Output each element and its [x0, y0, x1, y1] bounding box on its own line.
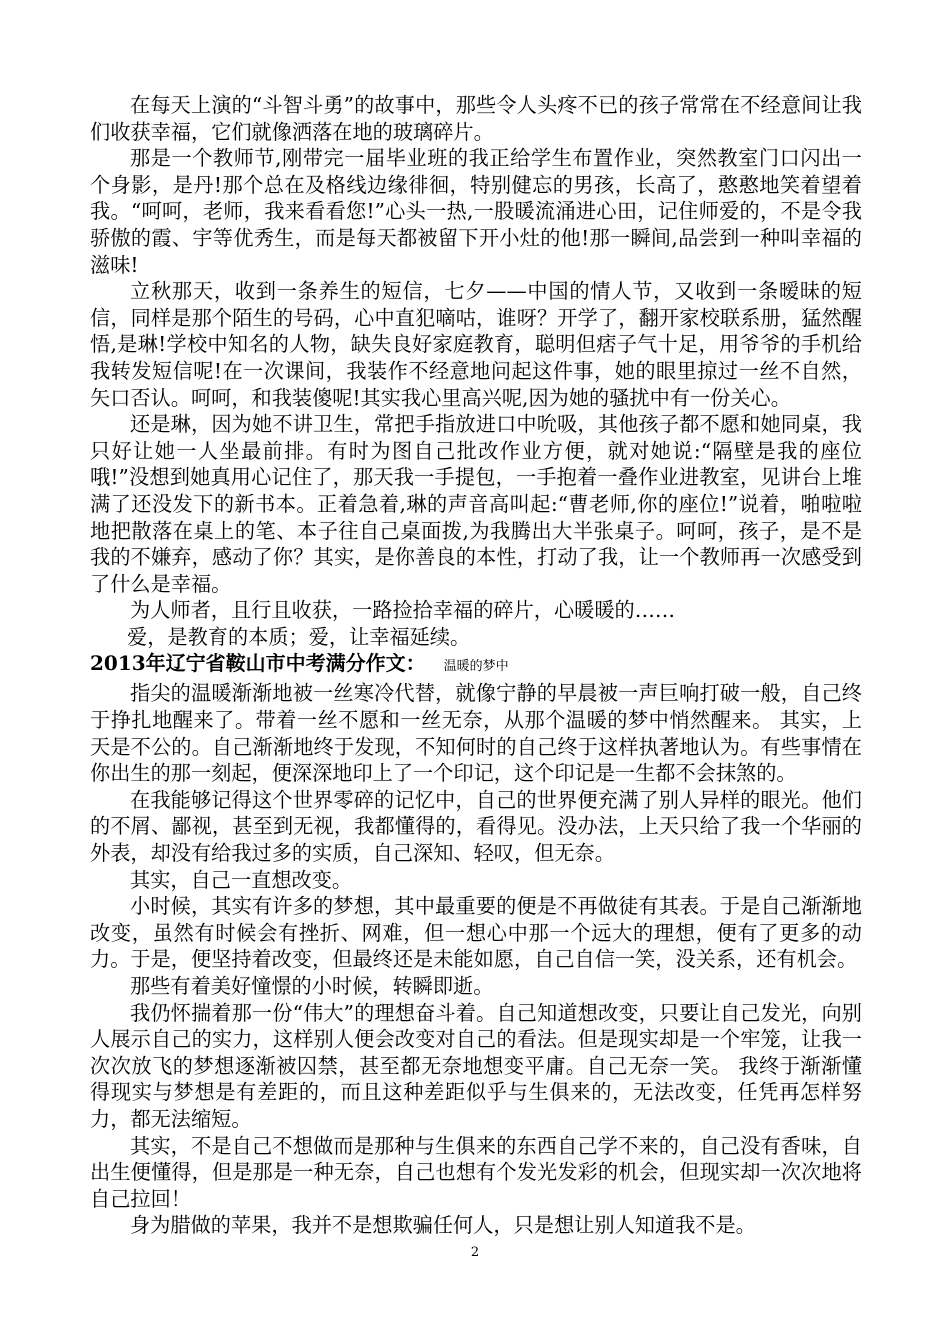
document-body — [90, 92, 862, 1239]
paragraph-teachers-day: 那是一个教师节,刚带完一届毕业班的我正给学生布置作业，突然教室门口闪出一个身影，是丹!那个总在及格线边缘徘徊，特别健忘的男孩，长高了，憨憨地笑着望着我。“呵呵，老师，我来看看您!”心头一热,一股暖流涌进心田，记住师爱的，不是令我骄傲的霞、宇等优秀生，而是每天都被留下开小灶的他!那一瞬间,品尝到一种叫幸福的滋味! — [90, 146, 862, 277]
paragraph-intro: 在每天上演的“斗智斗勇”的故事中，那些令人头疼不已的孩子常常在不经意间让我们收获幸福，它们就像洒落在地的玻璃碎片。 — [90, 93, 862, 144]
essay-title: 2013年辽宁省鞍山市中考满分作文： — [90, 651, 426, 676]
paragraph-childhood-gone: 那些有着美好憧憬的小时候，转瞬即逝。 — [130, 974, 494, 998]
paragraph-teacher-reflection: 为人师者，且行且收获，一路捡拾幸福的碎片，心暖暖的…… — [130, 598, 676, 623]
essay-heading — [90, 650, 862, 680]
paragraph-closing: 爱，是教育的本质；爱，让幸福延续。 — [127, 624, 471, 649]
page-number: 2 — [470, 1245, 480, 1260]
paragraph-want-change: 其实，自己一直想改变。 — [130, 867, 353, 892]
paragraph-wax-apple: 身为腊做的苹果，我并不是想欺骗任何人，只是想让别人知道我不是。 — [130, 1213, 756, 1238]
essay-subtitle: 温暖的梦中 — [443, 659, 509, 675]
paragraph-no-fragrance: 其实，不是自己不想做而是那种与生俱来的东西自己学不来的，自己没有香味，自出生便懂得，但是那是一种无奈，自己也想有个发光发彩的机会，但现实却一次次地将自己拉回！ — [90, 1133, 862, 1211]
paragraph-childhood-dreams: 小时候，其实有许多的梦想，其中最重要的便是不再做徒有其表。于是自己渐渐地改变，虽然有时候会有挫折、网难，但一想心中那一个远大的理想，便有了更多的动力。于是，便坚持着改变，但最终还是未能如愿，自己自信一笑，没关系，还有机会。 — [90, 894, 862, 972]
paragraph-lin-seat: 还是琳，因为她不讲卫生，常把手指放进口中吮吸，其他孩子都不愿和她同桌，我只好让她一人坐最前排。有时为图自己批改作业方便，就对她说:“隔壁是我的座位哦!”没想到她真用心记住了，那天我一手提包，一手抱着一叠作业进教室，见讲台上堆满了还没发下的新书本。正着急着,琳的声音高叫起:“曹老师,你的座位!”说着，啪啦啦地把散落在桌上的笔、本子往自己桌面拨,为我腾出大半张桌子。呵呵，孩子，是不是我的不嫌弃，感动了你？其实，是你善良的本性，打动了我，让一个教师再一次感受到了什么是幸福。 — [90, 412, 862, 596]
paragraph-reality-cage: 我仍怀揣着那一份“伟大”的理想奋斗着。自己知道想改变，只要让自己发光，向别人展示自己的实力，这样别人便会改变对自己的看法。但是现实却是一个牢笼，让我一次次放飞的梦想逐渐被囚禁，甚至都无奈地想变平庸。自己无奈一笑。 我终于渐渐懂得现实与梦想是有差距的，而且这种差距似乎与生俱来的，无法改变，任凭再怎样努力，都无法缩短。 — [90, 1000, 862, 1131]
paragraph-memories: 在我能够记得这个世界零碎的记忆中，自己的世界便充满了别人异样的眼光。他们的不屑、鄙视，甚至到无视，我都懂得的，看得见。没办法，上天只给了我一个华丽的外表，却没有给我过多的实质，自己深知、轻叹，但无奈。 — [90, 787, 862, 866]
paragraph-autumn-message: 立秋那天，收到一条养生的短信，七夕——中国的情人节，又收到一条暧昧的短信，同样是那个陌生的号码，心中直犯嘀咕，谁呀？开学了，翻开家校联系册，猛然醒悟,是琳!学校中知名的人物，缺失良好家庭教育，聪明但痞子气十足，用爷爷的手机给我转发短信呢!在一次课间，我装作不经意地问起这件事，她的眼里掠过一丝不自然，矢口否认。呵呵，和我装傻呢!其实我心里高兴呢,因为她的骚扰中有一份关心。 — [90, 279, 862, 410]
paragraph-waking: 指尖的温暖渐渐地被一丝寒冷代替，就像宁静的早晨被一声巨响打破一般，自己终于挣扎地醒来了。带着一丝不愿和一丝无奈，从那个温暖的梦中悄然醒来。 其实，上天是不公的。自己渐渐地终于发现，不知何时的自己终于这样执著地认为。有些事情在你出生的那一刻起，便深深地印上了一个印记，这个印记是一生都不会抹煞的。 — [90, 681, 862, 786]
